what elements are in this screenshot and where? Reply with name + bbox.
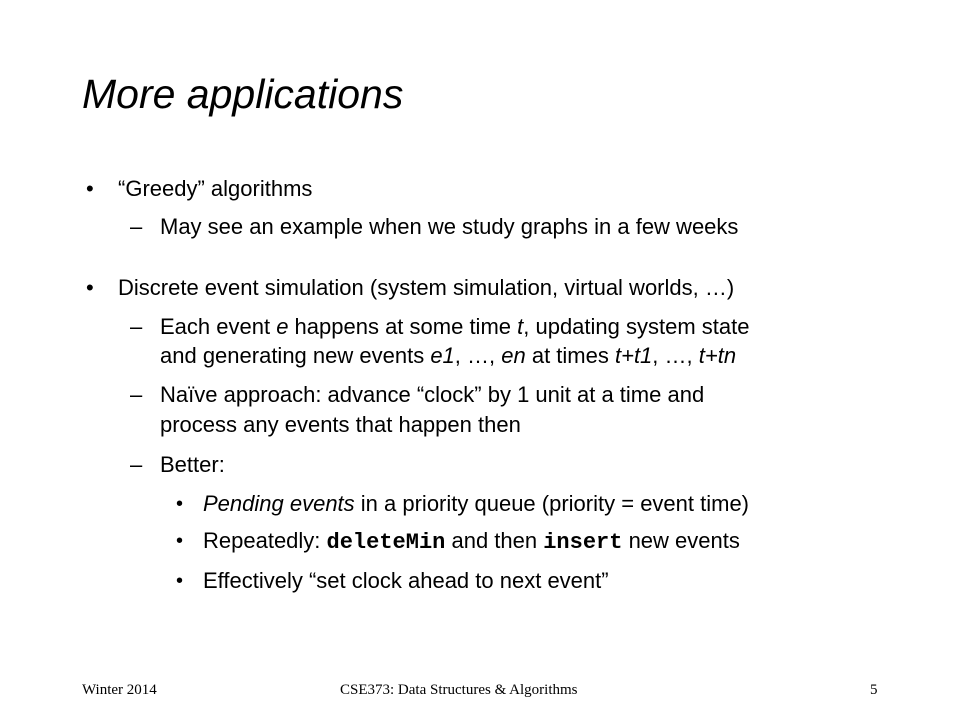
footer-date: Winter 2014 [82, 682, 157, 698]
bullet-icon: • [86, 275, 94, 300]
code-insert: insert [543, 530, 623, 555]
sub-item-graphs: May see an example when we study graphs in a few weeks [160, 214, 739, 239]
sub-item-each-event-line2: and generating new events e1, …, en at times t+t1, …, t+tn [160, 343, 737, 368]
footer-course: CSE373: Data Structures & Algorithms [340, 682, 578, 698]
bullet-icon: • [86, 176, 94, 201]
bullet-item-greedy: “Greedy” algorithms [118, 176, 313, 201]
dash-icon: – [130, 452, 143, 477]
sub-item-each-event-line1: Each event e happens at some time t, updating system state [160, 314, 750, 339]
sub-sub-item-effectively: Effectively “set clock ahead to next event” [203, 568, 609, 593]
bullet-icon: • [176, 570, 184, 592]
footer-page-number: 5 [870, 682, 878, 698]
sub-sub-item-pending: Pending events in a priority queue (priority = event time) [203, 491, 750, 516]
slide-title: More applications [82, 71, 404, 117]
sub-item-naive-line1: Naïve approach: advance “clock” by 1 unit at a time and [160, 382, 705, 407]
dash-icon: – [130, 314, 143, 339]
dash-icon: – [130, 382, 143, 407]
sub-item-better: Better: [160, 452, 225, 477]
bullet-icon: • [176, 530, 184, 552]
bullet-item-simulation: Discrete event simulation (system simulation, virtual worlds, …) [118, 275, 735, 300]
sub-sub-item-repeatedly: Repeatedly: deleteMin and then insert new events [203, 528, 740, 555]
dash-icon: – [130, 214, 143, 239]
sub-item-naive-line2: process any events that happen then [160, 412, 521, 437]
bullet-icon: • [176, 493, 184, 515]
code-deletemin: deleteMin [326, 530, 446, 555]
